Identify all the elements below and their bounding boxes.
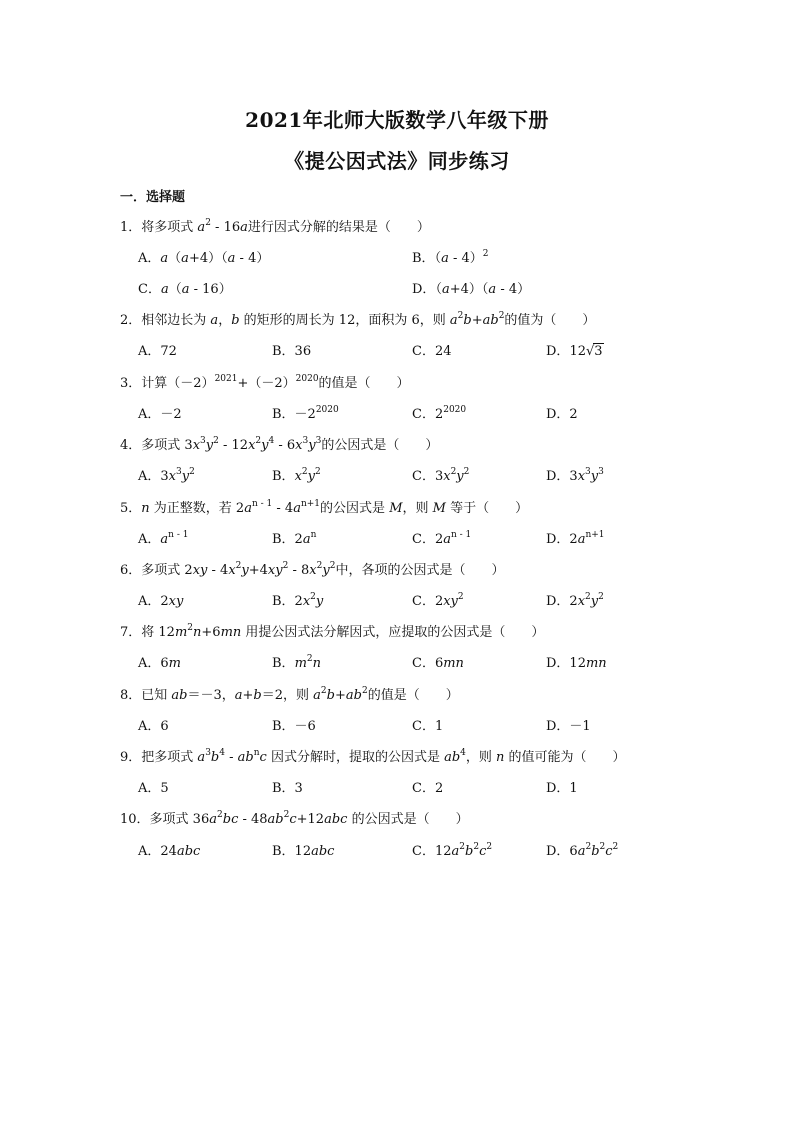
q1-option-c[interactable]: C．a（a - 16） — [138, 282, 232, 297]
q9-option-c[interactable]: C．2 — [412, 781, 444, 796]
q1-option-d[interactable]: D．（a+4）（a - 4） — [412, 282, 531, 297]
q8-option-d[interactable]: D．－1 — [546, 719, 591, 734]
q7-option-a[interactable]: A．6m — [138, 656, 181, 671]
q4-option-a[interactable]: A．$3x^3y^2$ — [138, 467, 195, 484]
q7-option-c[interactable]: C．6mn — [412, 656, 464, 671]
q7-option-b[interactable]: B．$m^2n$ — [272, 654, 321, 671]
question-5: 5．n 为正整数，若 $2a^{n - 1} - 4a^{n+1}$的公因式是 M，则 M 等于（ ） — [120, 499, 529, 516]
q10-option-d[interactable]: D．$6a^2b^2c^2$ — [546, 842, 619, 859]
q3-option-b[interactable]: B．$-2^{2020}$ — [272, 405, 339, 422]
q9-option-d[interactable]: D．1 — [546, 781, 578, 796]
q3-option-a[interactable]: A．－2 — [138, 407, 182, 422]
question-9: 9．把多项式 $a^3b^4 - ab^nc$ 因式分解时，提取的公因式是 $ab^4$，则 n 的值可能为（ ） — [120, 748, 626, 765]
q8-option-c[interactable]: C．1 — [412, 719, 444, 734]
q4-option-c[interactable]: C．$3x^2y^2$ — [412, 467, 470, 484]
q5-option-b[interactable]: B．$2a^n$ — [272, 530, 317, 547]
question-4: 4．多项式 $3x^3y^2 - 12x^2y^4 - 6x^3y^3$的公因式是（ ） — [120, 436, 439, 453]
question-2: 2．相邻边长为 a，b 的矩形的周长为 12，面积为 6，则 $a^2b+ab^2$的值为（ ） — [120, 311, 596, 328]
q5-option-d[interactable]: D．$2a^{n+1}$ — [546, 530, 605, 547]
q10-option-b[interactable]: B．12abc — [272, 844, 335, 859]
question-8: 8．已知 ab＝－3，a+b＝2，则 $a^2b+ab^2$的值是（ ） — [120, 686, 459, 703]
q2-option-d[interactable]: D．12√3 — [546, 344, 603, 359]
sqrt-symbol: √3 — [585, 344, 603, 359]
q1-option-b[interactable]: B．（a - 4）$^2$ — [412, 249, 489, 266]
document-subtitle: 《提公因式法》同步练习 — [284, 149, 510, 173]
q1-option-a[interactable]: A．a（a+4）（a - 4） — [138, 251, 270, 266]
q4-option-d[interactable]: D．$3x^3y^3$ — [546, 467, 604, 484]
q6-option-a[interactable]: A．2xy — [138, 594, 184, 609]
section-heading: 一．选择题 — [120, 190, 186, 205]
q5-option-c[interactable]: C．$2a^{n - 1}$ — [412, 530, 472, 547]
q3-option-d[interactable]: D．2 — [546, 407, 578, 422]
q10-option-a[interactable]: A．24abc — [138, 844, 201, 859]
question-1: 1．将多项式 $a^2 - 16a$进行因式分解的结果是（ ） — [120, 218, 430, 235]
q4-option-b[interactable]: B．$x^2y^2$ — [272, 467, 321, 484]
q10-option-c[interactable]: C．$12a^2b^2c^2$ — [412, 842, 493, 859]
question-10: 10．多项式 $36a^2bc - 48ab^2c+12abc$ 的公因式是（ ） — [120, 810, 469, 827]
q2-option-b[interactable]: B．36 — [272, 344, 312, 359]
question-7: 7．将 $12m^2n+6mn$ 用提公因式法分解因式，应提取的公因式是（ ） — [120, 623, 545, 640]
document-title: 2021年北师大版数学八年级下册 — [245, 108, 549, 132]
question-3: 3．计算$(-2)^{2021}+(-2)^{2020}$的值是（ ） — [120, 374, 410, 391]
q9-option-a[interactable]: A．5 — [138, 781, 169, 796]
q5-option-a[interactable]: A．$a^{n - 1}$ — [138, 530, 189, 547]
q6-option-c[interactable]: C．$2xy^2$ — [412, 592, 464, 609]
q8-option-a[interactable]: A．6 — [138, 719, 169, 734]
q7-option-d[interactable]: D．12mn — [546, 656, 607, 671]
q6-option-b[interactable]: B．$2x^2y$ — [272, 592, 324, 609]
q2-option-c[interactable]: C．24 — [412, 344, 452, 359]
q9-option-b[interactable]: B．3 — [272, 781, 303, 796]
q2-option-a[interactable]: A．72 — [138, 344, 177, 359]
q6-option-d[interactable]: D．$2x^2y^2$ — [546, 592, 604, 609]
question-6: 6．多项式 $2xy - 4x^2y+4xy^2 - 8x^2y^2$中，各项的公因式是（ ） — [120, 561, 505, 578]
q3-option-c[interactable]: C．$2^{2020}$ — [412, 405, 467, 422]
q8-option-b[interactable]: B．－6 — [272, 719, 316, 734]
